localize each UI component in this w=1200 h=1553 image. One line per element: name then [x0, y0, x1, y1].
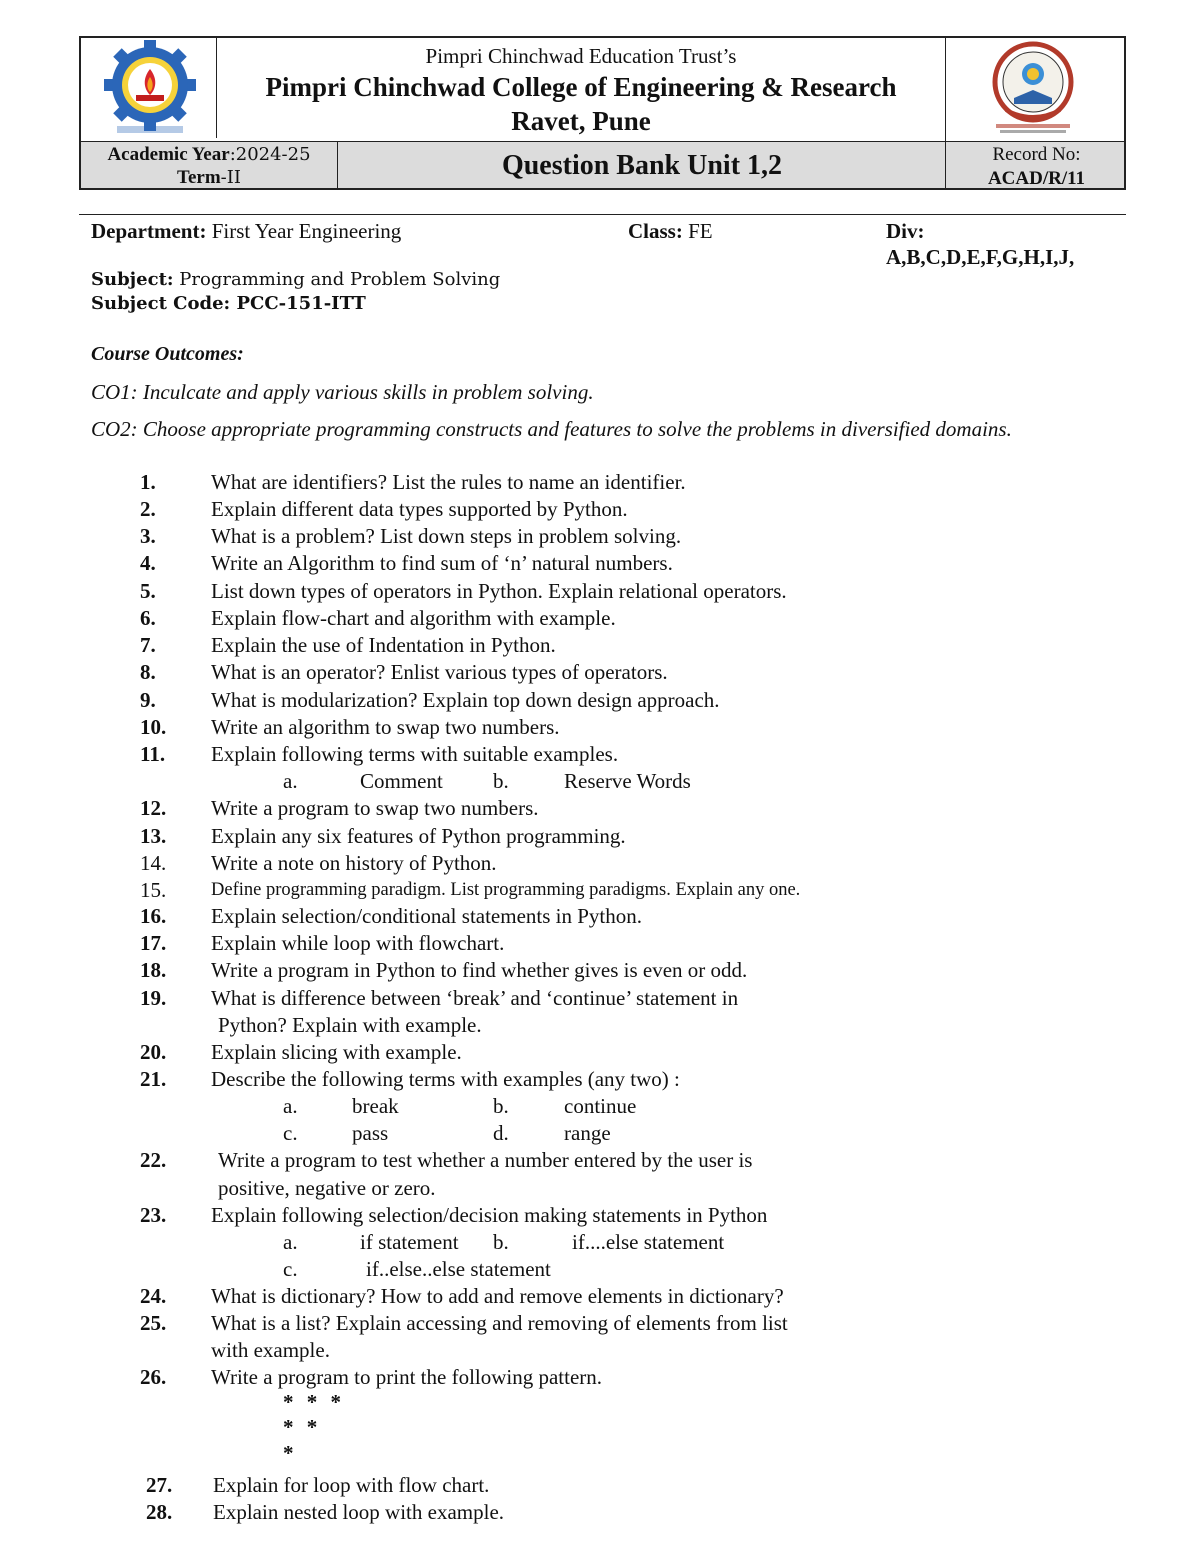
- course-outcome-1: CO1: Inculcate and apply various skills in problem solving.: [91, 380, 594, 404]
- record-number: Record No: ACAD/R/11: [987, 144, 1086, 189]
- sub-item: b.: [493, 769, 509, 793]
- sub-item: break: [352, 1094, 399, 1118]
- sub-item: c.: [283, 1257, 298, 1281]
- sub-item: Reserve Words: [564, 769, 691, 793]
- document-title: Question Bank Unit 1,2: [501, 150, 783, 181]
- academic-year: Academic Year:2024-25 Term-II: [107, 144, 311, 188]
- sub-item: a.: [283, 769, 298, 793]
- header-table: [79, 36, 1126, 190]
- sub-item: b.: [493, 1094, 509, 1118]
- question-continuation: positive, negative or zero.: [218, 1176, 436, 1200]
- sub-item: pass: [352, 1121, 389, 1145]
- trust-name: Pimpri Chinchwad Education Trust’s: [425, 44, 737, 68]
- sub-item: Comment: [360, 769, 443, 793]
- sub-item: continue: [564, 1094, 637, 1118]
- question-continuation: with example.: [211, 1338, 330, 1362]
- sub-item: c.: [283, 1121, 298, 1145]
- college-name: Pimpri Chinchwad College of Engineering & Research Ravet, Pune: [265, 72, 897, 136]
- sub-item: b.: [493, 1230, 509, 1254]
- sub-item: range: [564, 1121, 611, 1145]
- pattern-row: * *: [283, 1415, 322, 1439]
- pattern-row: *: [283, 1441, 298, 1465]
- college-logo-icon: [95, 40, 205, 136]
- department-field: Department: First Year Engineering: [91, 219, 402, 243]
- question-continuation: Python? Explain with example.: [218, 1013, 482, 1037]
- sub-item: d.: [493, 1121, 509, 1145]
- class-field: Class: FE: [628, 219, 713, 243]
- sub-item: if..else..else statement: [366, 1257, 551, 1281]
- course-outcome-2: CO2: Choose appropriate programming constructs and features to solve the problems in diversified domains.: [91, 417, 1012, 441]
- div-field: Div: A,B,C,D,E,F,G,H,I,J,: [886, 219, 1075, 269]
- header-divider: [81, 141, 1124, 142]
- section-divider: [79, 214, 1126, 215]
- sub-item: a.: [283, 1230, 298, 1254]
- sub-item: a.: [283, 1094, 298, 1118]
- university-seal-icon: [986, 40, 1080, 136]
- subject-code-field: Subject Code: PCC-151-ITT: [91, 293, 366, 314]
- course-outcomes-title: Course Outcomes:: [91, 343, 244, 365]
- sub-item: if statement: [360, 1230, 459, 1254]
- subject-field: Subject: Programming and Problem Solving: [91, 269, 501, 290]
- sub-item: if....else statement: [572, 1230, 725, 1254]
- pattern-row: * * *: [283, 1390, 345, 1414]
